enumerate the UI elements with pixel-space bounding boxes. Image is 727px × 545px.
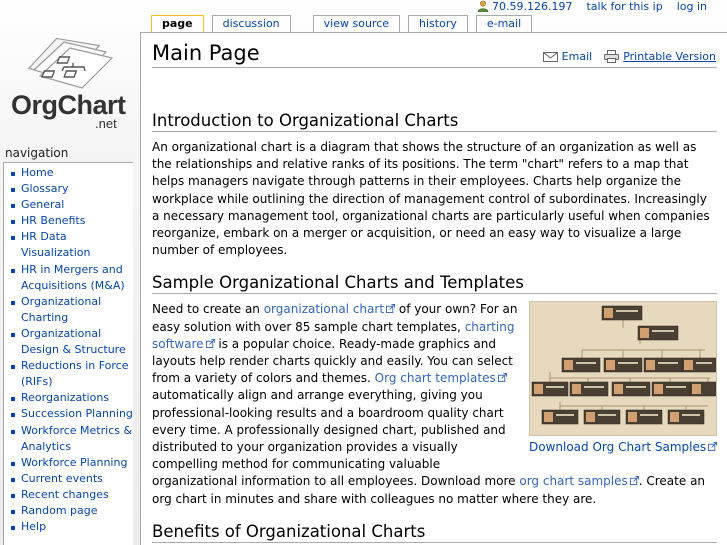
nav-item-rifs[interactable]: Reductions in Force (RIFs) (10, 358, 133, 390)
tab-history[interactable]: history (408, 15, 468, 32)
intro-paragraph: An organizational chart is a diagram that shows the structure of an organization as well as the relationships and relative ranks of its positions. The term "chart" refers to a map that helps managers navigate through patterns in their employees. Charts help organize the workplace while outlining the direction of management control of subordinates. Increasingly a necessary management tool, organizational charts are particularly useful when companies reorganize, embark on a merger or acquisition, or need an easy way to visualize a large number of employees. (152, 140, 710, 258)
nav-item-org-charting[interactable]: Organizational Charting (10, 294, 133, 326)
org-chart-samples-link-label: org chart samples (519, 474, 628, 489)
external-link-icon (386, 304, 395, 313)
user-icon (477, 0, 489, 12)
tab-email[interactable]: e-mail (476, 15, 532, 32)
envelope-icon (543, 52, 558, 62)
nav-item-hr-benefits[interactable]: HR Benefits (10, 213, 133, 229)
nav-item-current-events[interactable]: Current events (10, 471, 133, 487)
login-link[interactable]: log in (676, 0, 707, 13)
nav-item-reorganizations[interactable]: Reorganizations (10, 390, 133, 406)
email-page-link[interactable] (543, 50, 593, 63)
sample-text-1: Need to create an (152, 302, 264, 317)
org-chart-templates-link[interactable] (375, 371, 507, 385)
tab-discussion[interactable]: discussion (212, 15, 291, 32)
thumbnail-caption-label: Download Org Chart Samples (529, 440, 707, 455)
ip-user-link[interactable] (477, 0, 572, 13)
tab-page[interactable]: page (151, 15, 204, 32)
ip-address: 70.59.126.197 (492, 0, 573, 13)
sample-text-5: . Create an org chart in minutes and share with colleagues no matter where they are. (152, 474, 706, 506)
navigation-portlet (3, 162, 133, 545)
personal-tools (463, 0, 727, 14)
sample-section (152, 301, 717, 507)
org-chart-sample-image[interactable] (529, 301, 717, 436)
nav-item-random-page[interactable]: Random page (10, 503, 133, 519)
thumbnail-caption-link[interactable] (529, 440, 717, 454)
org-chart-thumbnail[interactable] (529, 301, 717, 454)
main-content (140, 32, 727, 545)
nav-item-org-design[interactable]: Organizational Design & Structure (10, 326, 133, 358)
external-link-icon (708, 442, 717, 451)
printable-version-label: Printable Version (623, 50, 716, 63)
page-actions-tabs (151, 15, 540, 32)
printable-version-link[interactable] (604, 50, 716, 63)
sample-text-4: automatically align and arrange everything, giving you professional-looking results and a boardroom quality chart every time. A professionally designed chart, published and distributed to your organization provides a visually compelling method for communicating valuable organizational information to all employees. Download more (152, 388, 520, 489)
navigation-heading: navigation (5, 146, 69, 160)
nav-item-hr-data-visualization[interactable]: HR Data Visualization (10, 229, 133, 261)
logo-tld: .net (95, 116, 117, 131)
sample-text-3: is a popular choice. Ready-made graphics and layouts help render charts quickly and easily. You can select from a variety of colors and themes. (152, 336, 513, 386)
external-link-icon (630, 476, 639, 485)
external-link-icon (206, 339, 215, 348)
nav-item-succession-planning[interactable]: Succession Planning (10, 406, 133, 422)
org-chart-diagram (530, 302, 716, 435)
tab-view-source[interactable]: view source (313, 15, 400, 32)
nav-item-glossary[interactable]: Glossary (10, 181, 133, 197)
page-tools (531, 50, 716, 63)
org-chart-logo-icon (18, 28, 118, 98)
nav-item-general[interactable]: General (10, 197, 133, 213)
sample-text-2: of your own? For an easy solution with over 85 sample chart templates, (152, 302, 518, 334)
sample-heading: Sample Organizational Charts and Templates (152, 273, 717, 294)
site-logo[interactable] (0, 0, 135, 140)
nav-item-hr-mergers[interactable]: HR in Mergers and Acquisitions (M&A) (10, 262, 133, 294)
charting-software-link-label: charting software (152, 319, 515, 351)
page-title: Main Page (152, 41, 717, 68)
benefits-heading: Benefits of Organizational Charts (152, 522, 717, 543)
nav-item-workforce-metrics[interactable]: Workforce Metrics & Analytics (10, 423, 133, 455)
organizational-chart-link[interactable] (264, 302, 395, 316)
nav-item-workforce-planning[interactable]: Workforce Planning (10, 455, 133, 471)
nav-item-home[interactable]: Home (10, 165, 133, 181)
talk-link[interactable]: talk for this ip (586, 0, 663, 13)
nav-item-recent-changes[interactable]: Recent changes (10, 487, 133, 503)
intro-heading: Introduction to Organizational Charts (152, 111, 717, 132)
external-link-icon (498, 373, 507, 382)
org-chart-templates-link-label: Org chart templates (374, 371, 496, 386)
org-chart-samples-link[interactable] (519, 474, 638, 488)
email-page-label: Email (561, 50, 593, 63)
logo-name: OrgChart (11, 90, 126, 120)
nav-item-help[interactable]: Help (10, 519, 133, 535)
printer-icon (604, 50, 619, 63)
organizational-chart-link-label: organizational chart (263, 302, 385, 317)
